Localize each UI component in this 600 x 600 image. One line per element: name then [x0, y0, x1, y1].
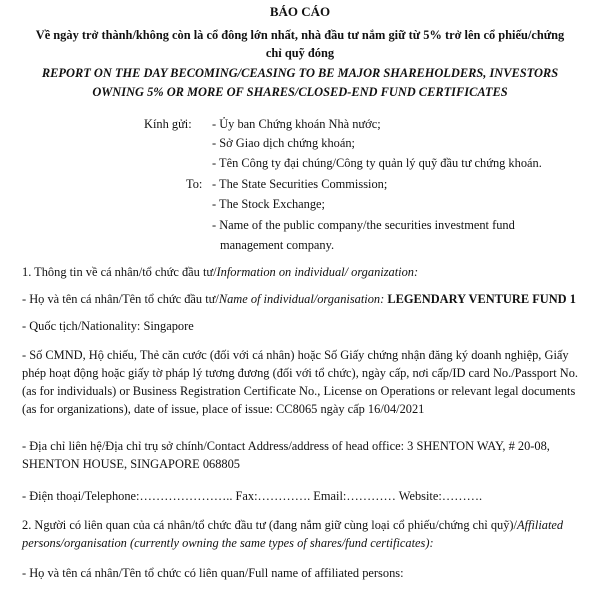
id-line-1: - Số CMND, Hộ chiếu, Thẻ căn cước (đối với cá nhân) hoặc Số Giấy chứng nhận đăng ký doanh nghiệp, Giấy: [22, 348, 569, 362]
addressee-label-vi: Kính gửi:: [144, 117, 192, 131]
addressee-vi-item-2: - Sở Giao dịch chứng khoán;: [212, 136, 356, 150]
addressee-en-item-1: - The State Securities Commission;: [212, 177, 388, 191]
section2-heading-en-1: Affiliated: [517, 518, 564, 532]
address-line-1: - Địa chỉ liên hệ/Địa chỉ trụ sở chính/Contact Address/address of head office: 3 SHENTON WAY, # 20-08,: [22, 439, 550, 453]
addressee-en-item-2: - The Stock Exchange;: [212, 197, 325, 211]
addressee-vi-item-3: - Tên Công ty đại chúng/Công ty quản lý quỹ đầu tư chứng khoán.: [212, 156, 542, 170]
investor-name-prefix: - Họ và tên cá nhân/Tên tổ chức đầu tư/: [22, 292, 219, 306]
addressee-label-en: To:: [186, 177, 203, 191]
section2-heading: [22, 516, 592, 552]
addressee-en-item-3: - Name of the public company/the securities investment fund: [212, 218, 515, 232]
investor-name-value: LEGENDARY VENTURE FUND 1: [387, 292, 576, 306]
nationality-line: - Quốc tịch/Nationality: Singapore: [22, 319, 194, 333]
report-title: BÁO CÁO: [269, 4, 331, 19]
addressee-vi-item-1: - Ủy ban Chứng khoán Nhà nước;: [212, 117, 381, 131]
address-block: [22, 437, 592, 473]
section1-heading-en: Information on individual/ organization:: [216, 265, 419, 279]
id-line-2: phép hoạt động hoặc giấy tờ pháp lý tương đương (đối với tổ chức), ngày cấp, nơi cấp/ID card No./Passport No.: [22, 366, 578, 380]
id-line-4: (as for organizations), date of issue, place of issue: CC8065 ngày cấp 16/04/2021: [22, 402, 425, 416]
id-line-3: (as for individuals) or Business Registration Certificate No., License on Operations or relevant legal documents: [22, 384, 576, 398]
section2-heading-vi: 2. Người có liên quan của cá nhân/tổ chức đầu tư (đang nắm giữ cùng loại cổ phiếu/chứng chỉ quỹ)/: [22, 518, 518, 532]
contact-line: - Điện thoại/Telephone:………………….. Fax:…………. Email:………… Website:……….: [22, 489, 483, 503]
report-subtitle-en: [20, 64, 580, 102]
address-line-2: SHENTON HOUSE, SINGAPORE 068805: [22, 457, 240, 471]
subtitle-vi-line-2: chỉ quỹ đóng: [265, 46, 335, 60]
addressee-en-item-4: management company.: [220, 238, 335, 252]
investor-name-label-en: Name of individual/organisation:: [218, 292, 385, 306]
investor-name-line: [22, 292, 576, 307]
subtitle-en-line-1: REPORT ON THE DAY BECOMING/CEASING TO BE MAJOR SHAREHOLDERS, INVESTORS: [41, 66, 559, 80]
affiliated-name-line: - Họ và tên cá nhân/Tên tổ chức có liên quan/Full name of affiliated persons:: [22, 566, 404, 580]
subtitle-vi-line-1: Về ngày trở thành/không còn là cổ đông lớn nhất, nhà đầu tư nắm giữ từ 5% trở lên cổ phiếu/chứng: [35, 28, 565, 42]
section1-heading: [22, 265, 418, 280]
subtitle-en-line-2: OWNING 5% OR MORE OF SHARES/CLOSED-END FUND CERTIFICATES: [92, 85, 508, 99]
report-subtitle-vi: [20, 26, 580, 62]
section1-heading-vi: 1. Thông tin về cá nhân/tổ chức đầu tư/: [22, 265, 217, 279]
section2-heading-line-1: [22, 516, 592, 534]
id-document-block: [22, 346, 592, 418]
section2-heading-en-2: persons/organisation (currently owning the same types of shares/fund certificates):: [22, 536, 434, 550]
section2-heading-line-2: [22, 534, 592, 552]
